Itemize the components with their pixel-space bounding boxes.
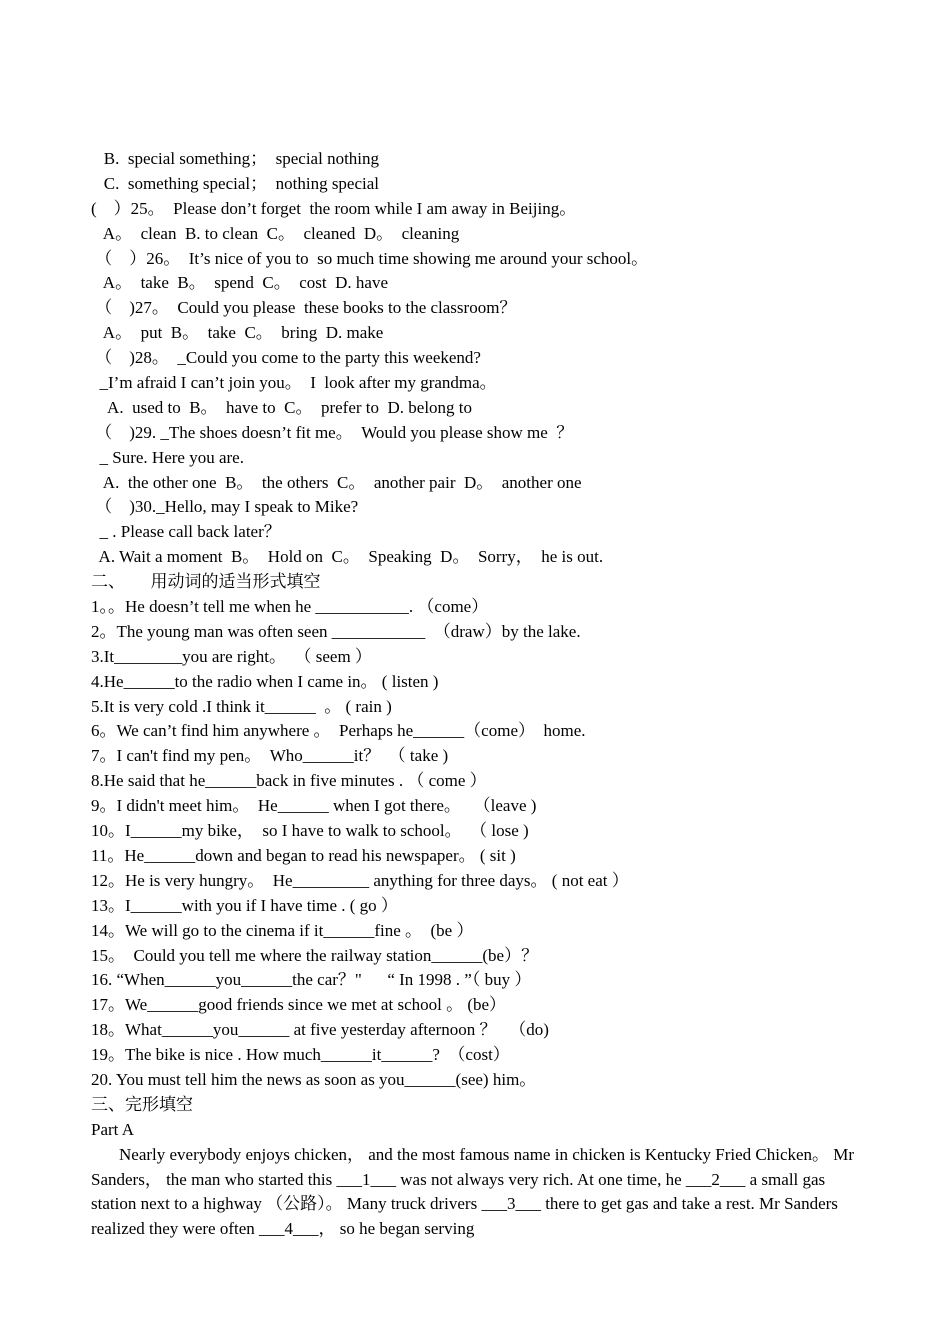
verb-item-1: 1。。He doesn’t tell me when he ___________. （come） (91, 597, 489, 617)
section-2-heading: 二、 用动词的适当形式填空 (91, 572, 321, 592)
verb-item-5: 5.It is very cold .I think it______ 。 ( rain ) (91, 696, 392, 716)
question-30-options: A. Wait a moment B。 Hold on C。 Speaking D。 Sorry， he is out. (91, 547, 604, 567)
verb-item-15: 15。 Could you tell me where the railway station______(be）？ (91, 945, 539, 965)
verb-item-20: 20. You must tell him the news as soon as you______(see) him。 (91, 1069, 537, 1089)
question-26: （ ）26。 It’s nice of you to so much time showing me around your school。 (91, 248, 649, 268)
verb-item-17: 17。We______good friends since we met at school 。 (be） (91, 995, 507, 1015)
verb-item-8: 8.He said that he______back in five minutes . （ come ） (91, 771, 487, 791)
part-a-heading: Part A (91, 1119, 134, 1139)
verb-item-3: 3.It________you are right。 （ seem ） (91, 646, 372, 666)
question-27: （ )27。 Could you please these books to the classroom？ (91, 298, 517, 318)
verb-item-11: 11。He______down and began to read his newspaper。 ( sit ) (91, 845, 516, 865)
verb-item-10: 10。I______my bike， so I have to walk to school。 （ lose ) (91, 821, 529, 841)
option-line-c: C. something special； nothing special (91, 173, 380, 193)
verb-item-18: 18。What______you______ at five yesterday afternoon ？ （do) (91, 1020, 549, 1040)
verb-item-9: 9。I didn't meet him。 He______ when I got there。 （leave ) (91, 796, 537, 816)
question-26-options: A。 take B。 spend C。 cost D. have (91, 273, 388, 293)
verb-item-13: 13。I______with you if I have time . ( go ） (91, 895, 398, 915)
cloze-passage: Nearly everybody enjoys chicken， and the most famous name in chicken is Kentucky Fried Chicken。 Mr Sanders， the man who started this ___1___ was not always very rich. At one time, he ___2___ a small gas station next to a highway （公路）。 Many truck drivers ___3___ there to get gas and take a rest. Mr Sanders realized they were often ___4___， so he began serving (91, 1144, 855, 1239)
question-30: （ )30._Hello, may I speak to Mike? (91, 497, 359, 517)
verb-item-16: 16. “When______you______the car？" “ In 1998 . ”（ buy ） (91, 970, 532, 990)
question-29-options: A. the other one B。 the others C。 another pair D。 another one (91, 472, 582, 492)
question-27-options: A。 put B。 take C。 bring D. make (91, 323, 384, 343)
question-29: （ )29. _The shoes doesn’t fit me。 Would you please show me ？ (91, 422, 574, 442)
question-25: ( ）25。 Please don’t forget the room while I am away in Beijing。 (91, 198, 577, 218)
question-28-options: A. used to B。 have to C。 prefer to D. belong to (91, 397, 473, 417)
question-25-options: A。 clean B. to clean C。 cleaned D。 cleaning (91, 223, 460, 243)
verb-item-19: 19。The bike is nice . How much______it______? （cost） (91, 1045, 510, 1065)
question-30-reply: _ . Please call back later？ (91, 522, 281, 542)
option-line-b: B. special something； special nothing (91, 149, 380, 168)
verb-item-14: 14。We will go to the cinema if it______fine 。 (be ） (91, 920, 474, 940)
section-3-heading: 三、完形填空 (91, 1094, 193, 1114)
verb-item-4: 4.He______to the radio when I came in。 ( listen ) (91, 671, 439, 691)
verb-item-7: 7。I can't find my pen。 Who______it？ （ take ) (91, 746, 449, 766)
verb-item-6: 6。We can’t find him anywhere 。 Perhaps he______（come） home. (91, 721, 586, 741)
verb-item-2: 2。The young man was often seen ___________ （draw）by the lake. (91, 621, 581, 641)
question-29-reply: _ Sure. Here you are. (91, 447, 244, 467)
exercise-text (91, 147, 861, 1242)
question-28-reply: _I’m afraid I can’t join you。 I look after my grandma。 (91, 373, 497, 393)
question-28: （ )28。 _Could you come to the party this weekend? (91, 348, 481, 368)
verb-item-12: 12。He is very hungry。 He_________ anything for three days。 ( not eat ） (91, 870, 629, 890)
